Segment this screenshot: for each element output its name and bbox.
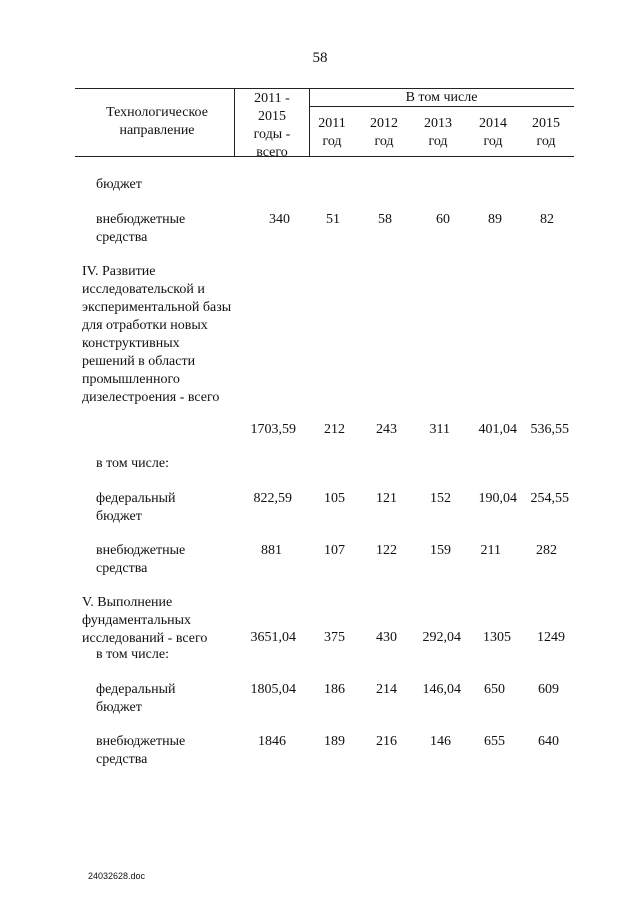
value-total: 1846 xyxy=(258,734,286,749)
row-label: федеральный бюджет xyxy=(96,682,176,715)
value-2015: 1249 xyxy=(537,630,565,645)
header-including: В том числе xyxy=(405,90,478,105)
value-2015: 609 xyxy=(538,682,559,697)
value-total: 881 xyxy=(261,543,282,558)
value-2012: 430 xyxy=(376,630,397,645)
value-2015: 536,55 xyxy=(530,422,569,437)
value-total: 3651,04 xyxy=(250,630,296,645)
row-label: внебюджетные средства xyxy=(96,212,186,245)
row-label: федеральный бюджет xyxy=(96,491,176,524)
value-2015: 640 xyxy=(538,734,559,749)
header-bottom-rule xyxy=(75,156,574,157)
row-label: внебюджетные средства xyxy=(96,734,186,767)
header-year-2012: 2012 год xyxy=(370,116,398,149)
header-year-2011: 2011 год xyxy=(318,116,346,149)
header-direction: Технологическое направление xyxy=(106,105,208,138)
value-2015: 82 xyxy=(540,212,554,227)
header-year-2013: 2013 год xyxy=(424,116,452,149)
page-number: 58 xyxy=(312,50,328,66)
value-2014: 655 xyxy=(484,734,505,749)
value-2011: 212 xyxy=(324,422,345,437)
header-year-2014: 2014 год xyxy=(479,116,507,149)
header-divider-1 xyxy=(234,88,235,156)
value-2014: 89 xyxy=(488,212,502,227)
footer-filename: 24032628.doc xyxy=(88,871,146,881)
value-2014: 1305 xyxy=(483,630,511,645)
value-2011: 186 xyxy=(324,682,345,697)
value-2013: 292,04 xyxy=(422,630,461,645)
value-2012: 243 xyxy=(376,422,397,437)
row-label: в том числе: xyxy=(96,647,169,662)
row-label: в том числе: xyxy=(96,456,169,471)
value-total: 822,59 xyxy=(253,491,292,506)
value-2014: 211 xyxy=(480,543,501,558)
value-2014: 401,04 xyxy=(478,422,517,437)
value-total: 1805,04 xyxy=(250,682,296,697)
value-2015: 254,55 xyxy=(530,491,569,506)
header-period: 2011 - 2015 годы - всего xyxy=(253,91,291,160)
header-year-2015: 2015 год xyxy=(532,116,560,149)
value-2012: 122 xyxy=(376,543,397,558)
value-2014: 190,04 xyxy=(478,491,517,506)
section-iv-label: IV. Развитие исследовательской и экспериментальной базы для отработки новых конструктивных решений в области промышленного дизелестроения - всего xyxy=(82,264,232,405)
value-2012: 216 xyxy=(376,734,397,749)
value-2013: 146,04 xyxy=(422,682,461,697)
value-2013: 60 xyxy=(436,212,450,227)
value-2012: 214 xyxy=(376,682,397,697)
value-2013: 159 xyxy=(430,543,451,558)
value-total: 340 xyxy=(269,212,290,227)
value-2011: 107 xyxy=(324,543,345,558)
section-v-label: V. Выполнение фундаментальных исследований - всего xyxy=(82,595,208,646)
row-label: бюджет xyxy=(96,177,142,192)
value-2013: 146 xyxy=(430,734,451,749)
value-total: 1703,59 xyxy=(250,422,296,437)
value-2013: 311 xyxy=(429,422,450,437)
value-2012: 58 xyxy=(378,212,392,227)
value-2011: 51 xyxy=(326,212,340,227)
value-2012: 121 xyxy=(376,491,397,506)
row-label: внебюджетные средства xyxy=(96,543,186,576)
value-2011: 105 xyxy=(324,491,345,506)
value-2013: 152 xyxy=(430,491,451,506)
value-2011: 189 xyxy=(324,734,345,749)
value-2011: 375 xyxy=(324,630,345,645)
value-2014: 650 xyxy=(484,682,505,697)
value-2015: 282 xyxy=(536,543,557,558)
